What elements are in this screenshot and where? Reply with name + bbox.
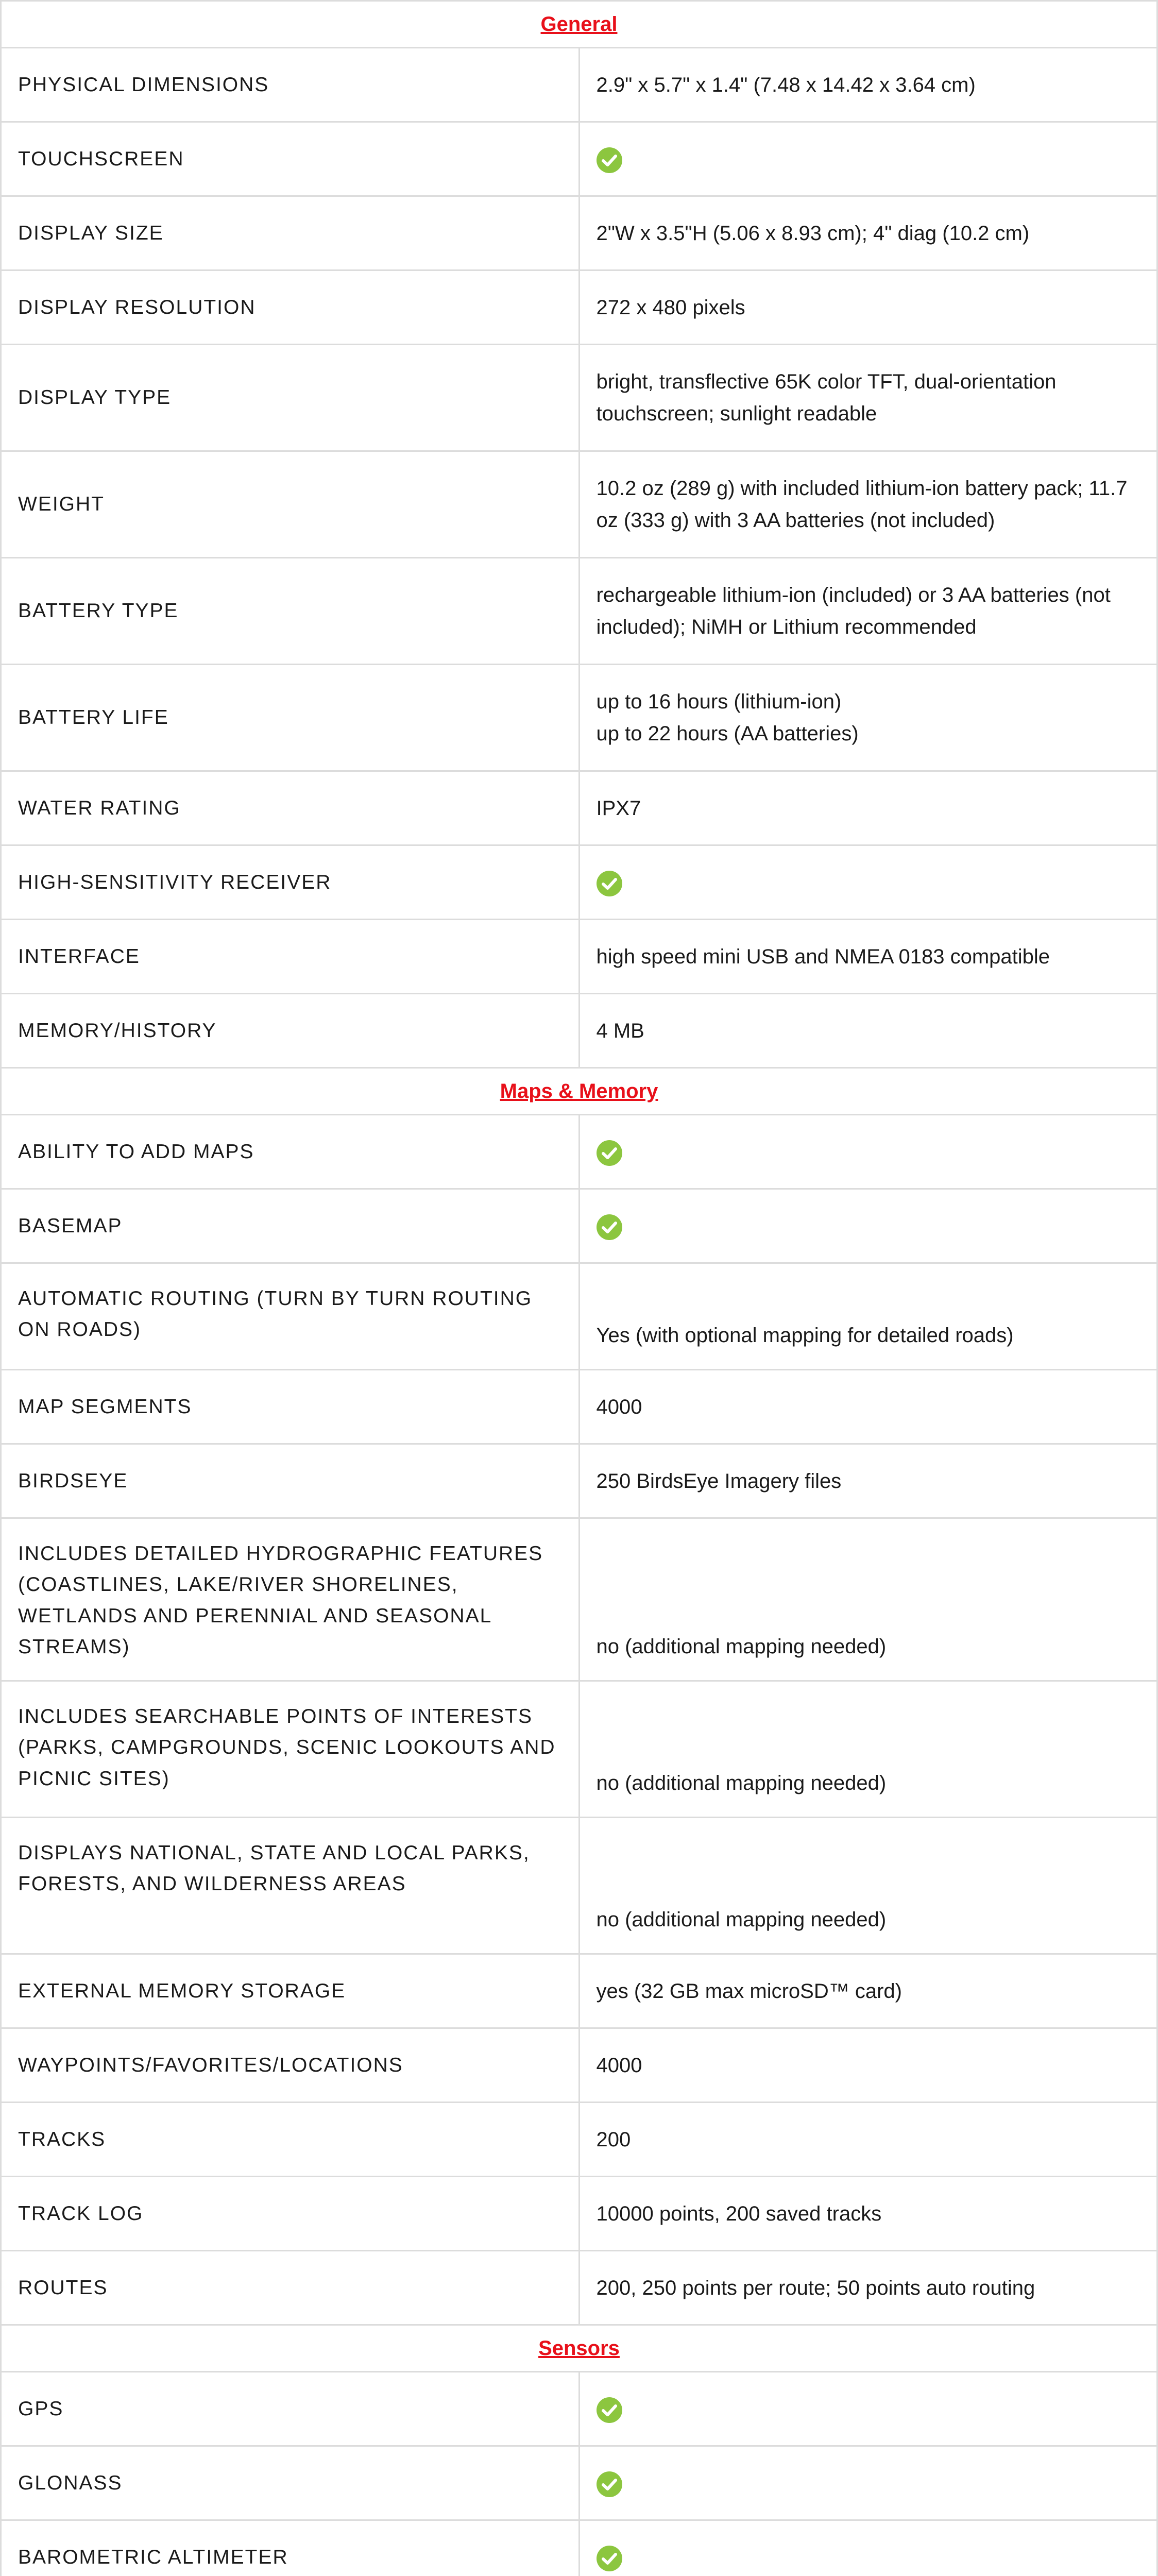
spec-label: MAP SEGMENTS	[1, 1370, 580, 1444]
check-circle-icon	[597, 1214, 622, 1240]
spec-label: EXTERNAL MEMORY STORAGE	[1, 1954, 580, 2028]
spec-row	[1, 994, 1157, 1068]
check-circle-icon	[597, 1140, 622, 1166]
spec-value: 10.2 oz (289 g) with included lithium-ion battery pack; 11.7 oz (333 g) with 3 AA batteries (not included)	[579, 451, 1157, 558]
spec-value: 10000 points, 200 saved tracks	[579, 2177, 1157, 2251]
spec-row	[1, 1263, 1157, 1370]
spec-value: bright, transflective 65K color TFT, dual-orientation touchscreen; sunlight readable	[579, 345, 1157, 451]
spec-row	[1, 1115, 1157, 1189]
spec-row	[1, 920, 1157, 994]
spec-label: AUTOMATIC ROUTING (TURN BY TURN ROUTING ON ROADS)	[1, 1263, 580, 1370]
spec-row	[1, 122, 1157, 196]
spec-row	[1, 558, 1157, 665]
spec-row	[1, 48, 1157, 122]
spec-label: BIRDSEYE	[1, 1444, 580, 1518]
spec-label: ROUTES	[1, 2251, 580, 2325]
spec-value: 4000	[579, 2028, 1157, 2103]
check-circle-icon	[597, 2546, 622, 2571]
spec-row	[1, 1681, 1157, 1818]
spec-label: INTERFACE	[1, 920, 580, 994]
spec-row	[1, 771, 1157, 845]
spec-label: ABILITY TO ADD MAPS	[1, 1115, 580, 1189]
spec-value: 2.9" x 5.7" x 1.4" (7.48 x 14.42 x 3.64 cm)	[579, 48, 1157, 122]
check-circle-icon	[597, 147, 622, 173]
spec-label: WAYPOINTS/FAVORITES/LOCATIONS	[1, 2028, 580, 2103]
spec-label: HIGH-SENSITIVITY RECEIVER	[1, 845, 580, 920]
section-title[interactable]: Maps & Memory	[500, 1079, 658, 1103]
check-circle-icon	[597, 871, 622, 896]
spec-label: TRACKS	[1, 2103, 580, 2177]
spec-label: TRACK LOG	[1, 2177, 580, 2251]
spec-row	[1, 345, 1157, 451]
spec-label: BATTERY LIFE	[1, 665, 580, 771]
spec-row	[1, 2520, 1157, 2576]
check-circle-icon	[597, 2471, 622, 2497]
spec-value: no (additional mapping needed)	[579, 1681, 1157, 1818]
spec-label: MEMORY/HISTORY	[1, 994, 580, 1068]
spec-row	[1, 845, 1157, 920]
spec-value: 200, 250 points per route; 50 points auto routing	[579, 2251, 1157, 2325]
spec-value: IPX7	[579, 771, 1157, 845]
spec-value: no (additional mapping needed)	[579, 1818, 1157, 1954]
spec-row	[1, 196, 1157, 270]
spec-row	[1, 270, 1157, 345]
spec-label: DISPLAY RESOLUTION	[1, 270, 580, 345]
spec-row	[1, 2446, 1157, 2520]
spec-value: 200	[579, 2103, 1157, 2177]
spec-value: 272 x 480 pixels	[579, 270, 1157, 345]
spec-value: yes (32 GB max microSD™ card)	[579, 1954, 1157, 2028]
spec-row	[1, 1518, 1157, 1681]
spec-row	[1, 2251, 1157, 2325]
spec-value: 4000	[579, 1370, 1157, 1444]
spec-label: PHYSICAL DIMENSIONS	[1, 48, 580, 122]
spec-value	[579, 665, 1157, 771]
spec-label: DISPLAY TYPE	[1, 345, 580, 451]
spec-label: INCLUDES SEARCHABLE POINTS OF INTERESTS (PARKS, CAMPGROUNDS, SCENIC LOOKOUTS AND PICNIC SITES)	[1, 1681, 580, 1818]
spec-label: GPS	[1, 2372, 580, 2446]
spec-value: rechargeable lithium-ion (included) or 3 AA batteries (not included); NiMH or Lithium recommended	[579, 558, 1157, 665]
spec-row	[1, 2103, 1157, 2177]
section-title[interactable]: Sensors	[538, 2336, 620, 2360]
spec-value: no (additional mapping needed)	[579, 1518, 1157, 1681]
spec-label: BATTERY TYPE	[1, 558, 580, 665]
spec-label: GLONASS	[1, 2446, 580, 2520]
spec-row	[1, 1444, 1157, 1518]
section-header	[1, 1, 1157, 48]
spec-value: high speed mini USB and NMEA 0183 compatible	[579, 920, 1157, 994]
spec-label: BASEMAP	[1, 1189, 580, 1263]
spec-row	[1, 451, 1157, 558]
spec-row	[1, 2177, 1157, 2251]
spec-label: DISPLAYS NATIONAL, STATE AND LOCAL PARKS, FORESTS, AND WILDERNESS AREAS	[1, 1818, 580, 1954]
spec-value: 2"W x 3.5"H (5.06 x 8.93 cm); 4" diag (10.2 cm)	[579, 196, 1157, 270]
spec-label: TOUCHSCREEN	[1, 122, 580, 196]
spec-row	[1, 1818, 1157, 1954]
spec-value: 250 BirdsEye Imagery files	[579, 1444, 1157, 1518]
spec-row	[1, 1370, 1157, 1444]
spec-label: INCLUDES DETAILED HYDROGRAPHIC FEATURES (COASTLINES, LAKE/RIVER SHORELINES, WETLANDS AND PERENNIAL AND SEASONAL STREAMS)	[1, 1518, 580, 1681]
spec-label: DISPLAY SIZE	[1, 196, 580, 270]
section-header	[1, 2325, 1157, 2372]
spec-value: 4 MB	[579, 994, 1157, 1068]
spec-label: WATER RATING	[1, 771, 580, 845]
spec-row	[1, 2372, 1157, 2446]
spec-label: BAROMETRIC ALTIMETER	[1, 2520, 580, 2576]
check-circle-icon	[597, 2397, 622, 2423]
spec-value-line: up to 22 hours (AA batteries)	[596, 722, 859, 745]
spec-label: WEIGHT	[1, 451, 580, 558]
section-title[interactable]: General	[540, 12, 618, 36]
spec-row	[1, 2028, 1157, 2103]
spec-value: Yes (with optional mapping for detailed roads)	[579, 1263, 1157, 1370]
spec-row	[1, 1954, 1157, 2028]
spec-row	[1, 665, 1157, 771]
spec-value-line: up to 16 hours (lithium-ion)	[596, 690, 842, 713]
spec-row	[1, 1189, 1157, 1263]
section-header	[1, 1068, 1157, 1115]
